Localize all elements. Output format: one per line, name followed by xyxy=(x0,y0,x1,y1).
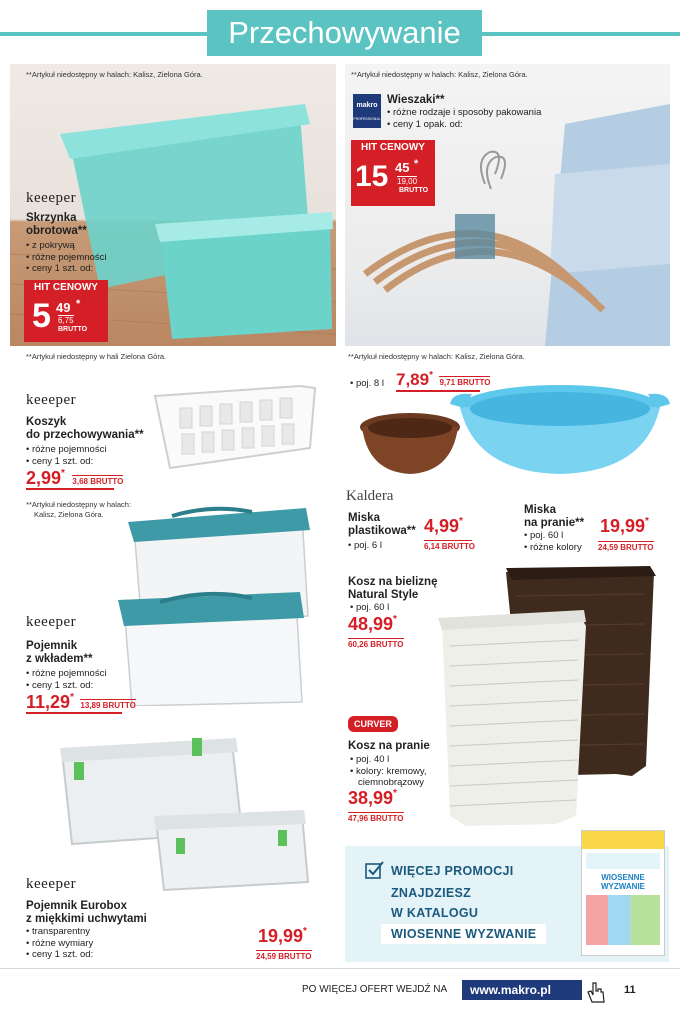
page-title: Przechowywanie xyxy=(207,10,482,56)
skrzynka-name xyxy=(26,212,87,238)
pojemnik-wklad-image xyxy=(112,506,312,706)
kaldera-brand-logo: Kaldera xyxy=(346,488,394,504)
miska-plastikowa-brutto: 6,14 BRUTTO xyxy=(424,542,475,551)
skrzynka-price-dec: 49 xyxy=(56,300,71,315)
kosz-bielizna-name: Kosz na bieliznę Natural Style xyxy=(348,576,438,601)
pojemnik-wklad-brand-logo: keeeper xyxy=(26,614,77,630)
pojemnik-wklad-price-underline xyxy=(26,712,122,714)
koszyk-name: Koszyk do przechowywania** xyxy=(26,416,144,441)
miska-plastikowa-bullet: • poj. 6 l xyxy=(348,540,382,551)
promo-line4: WIOSENNE WYZWANIE xyxy=(381,924,546,944)
miska-pranie-price: 19,99* xyxy=(600,516,649,536)
koszyk-brand-logo: keeeper xyxy=(26,392,77,408)
koszyk-image xyxy=(150,368,320,478)
miska8-price: 7,89* 9,71 BRUTTO xyxy=(396,370,491,389)
pojemnik-wklad-bullets: • różne pojemności • ceny 1 szt. od: xyxy=(26,668,106,691)
kosz-pranie-brutto: 47,96 BRUTTO xyxy=(348,814,404,823)
skrzynka-photo xyxy=(10,64,336,346)
wieszaki-price-dec: 45 xyxy=(395,160,410,175)
page-number: 11 xyxy=(624,984,636,996)
skrzynka-name-line1: Skrzynka xyxy=(26,212,77,224)
makro-professional-logo: makro PROFESSIONAL xyxy=(353,94,381,128)
miska8-note: **Artykuł niedostępny w halach: Kalisz, Zielona Góra. xyxy=(348,352,525,361)
koszyk-price: 2,99* 3,68 BRUTTO xyxy=(26,468,124,488)
eurobox-price: 19,99* xyxy=(258,926,307,946)
catalog-thumbnail[interactable]: WIOSENNE WYZWANIE xyxy=(581,830,665,956)
promo-line3: W KATALOGU xyxy=(391,906,479,920)
miska-pranie-brutto: 24,59 BRUTTO xyxy=(598,543,654,552)
miska8-bullet: • poj. 8 l xyxy=(350,378,384,389)
miska-pranie-bullets: • poj. 60 l • różne kolory xyxy=(524,530,582,553)
skrzynka-bullets: • z pokrywą • różne pojemności • ceny 1 szt. od: xyxy=(26,240,106,275)
wieszaki-photo xyxy=(345,64,670,346)
kosz-pranie-name: Kosz na pranie xyxy=(348,740,430,752)
eurobox-bullets: • transparentny • różne wymiary • ceny 1 szt. od: xyxy=(26,926,93,961)
eurobox-brutto: 24,59 BRUTTO xyxy=(256,952,312,961)
pojemnik-wklad-price: 11,29* 13,89 BRUTTO xyxy=(26,692,136,712)
miska-plastikowa-name: Miska plastikowa** xyxy=(348,512,416,537)
skrzynka-hit-cenowy-badge: HIT CENOWY 5 49 * 6,75 BRUTTO xyxy=(24,280,108,342)
pojemnik-wklad-name: Pojemnik z wkładem** xyxy=(26,640,93,665)
wieszaki-bullets: • różne rodzaje i sposoby pakowania • ceny 1 opak. od: xyxy=(387,107,541,130)
wieszaki-note: **Artykuł niedostępny w halach: Kalisz, Zielona Góra. xyxy=(351,70,528,79)
skrzynka-note: **Artykuł niedostępny w halach: Kalisz, Zielona Góra. xyxy=(26,70,203,79)
wieszaki-hit-cenowy-badge: HIT CENOWY 15 45 * 19,00 BRUTTO xyxy=(351,140,435,206)
skrzynka-price-int: 5 xyxy=(32,297,51,335)
pojemnik-wklad-note: **Artykuł niedostępny w halach: Kalisz, Zielona Góra. xyxy=(26,500,132,519)
wieszaki-name: Wieszaki** xyxy=(387,94,445,106)
eurobox-name: Pojemnik Eurobox z miękkimi uchwytami xyxy=(26,900,147,925)
miska-pranie-name: Miska na pranie** xyxy=(524,504,585,529)
curver-brand-logo: CURVER xyxy=(348,716,398,732)
page-footer xyxy=(0,968,680,1020)
kosz-bielizna-price: 48,99* xyxy=(348,614,397,634)
promo-line2: ZNAJDZIESZ xyxy=(391,886,472,900)
miska-plastikowa-price: 4,99* xyxy=(424,516,463,536)
miski-image xyxy=(350,382,680,482)
kosze-image xyxy=(436,566,666,826)
kosz-pranie-bullets: • poj. 40 l • kolory: kremowy, ciemnobrązowy xyxy=(350,754,427,789)
eurobox-image xyxy=(52,732,322,892)
kosz-bielizna-brutto: 60,26 BRUTTO xyxy=(348,640,404,649)
wieszaki-brutto-value: 19,00 xyxy=(397,177,418,186)
catalog-promo-banner[interactable] xyxy=(345,846,669,962)
kosz-pranie-price: 38,99* xyxy=(348,788,397,808)
skrzynka-brand-logo: keeeper xyxy=(26,190,77,206)
eurobox-brand-logo: keeeper xyxy=(26,876,77,892)
page-header xyxy=(0,0,680,62)
promo-line1: WIĘCEJ PROMOCJI xyxy=(391,864,514,878)
checkbox-icon xyxy=(365,860,385,880)
wieszaki-price-int: 15 xyxy=(355,160,389,193)
skrzynka-name-line2: obrotowa** xyxy=(26,225,87,237)
makro-url-link[interactable]: www.makro.pl xyxy=(462,980,582,1000)
footer-text: PO WIĘCEJ OFERT WEJDŹ NA xyxy=(302,984,448,995)
koszyk-price-underline xyxy=(26,488,114,490)
kosz-bielizna-bullet: • poj. 60 l xyxy=(350,602,390,613)
koszyk-note: **Artykuł niedostępny w hali Zielona Góra. xyxy=(26,352,167,361)
pointer-hand-icon xyxy=(584,980,608,1004)
koszyk-bullets: • różne pojemności • ceny 1 szt. od: xyxy=(26,444,106,467)
skrzynka-brutto-value: 6,75 xyxy=(58,316,74,325)
